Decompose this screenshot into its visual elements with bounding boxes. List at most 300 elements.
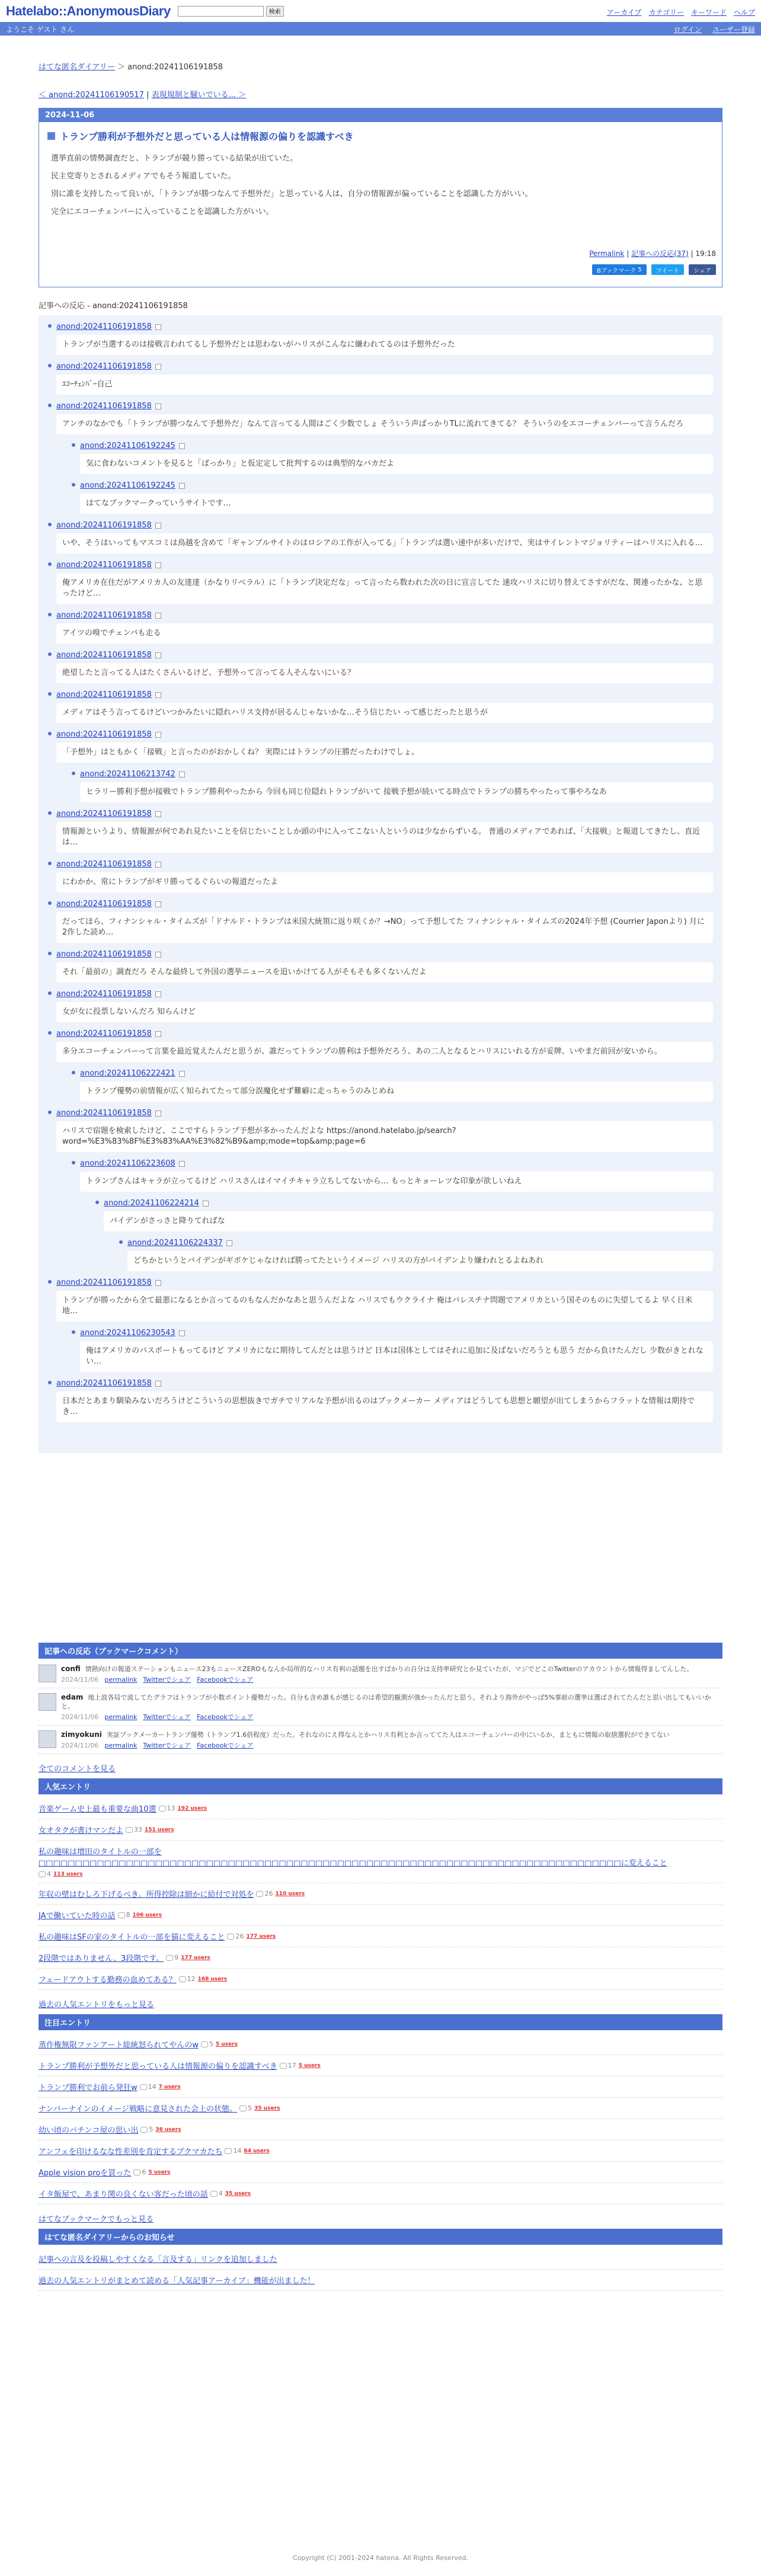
comment-count[interactable]	[227, 1932, 244, 1940]
entry-link[interactable]: トランプ勝利が予想外だと思っている人は情報源の偏りを認識すべき	[39, 2062, 277, 2071]
comment-count-value: 4	[218, 2190, 223, 2197]
tweet-button[interactable]	[651, 264, 685, 275]
reaction-text: トランプが勝ったから全て最悪になるとか言ってるのもなんだかなあと思うんだよな ハリスでもウクライナ 俺はパレスチナ問題でアメリカという国そのものに失望してるよ 早く日米地…	[56, 1291, 713, 1321]
bullet-icon	[48, 652, 52, 656]
expand-icon[interactable]	[155, 862, 161, 868]
reaction-id-link[interactable]: anond:20241106224214	[104, 1199, 199, 1208]
reaction-header	[56, 521, 713, 530]
register-link[interactable]: ユーザー登録	[712, 25, 755, 34]
bookmark-permalink[interactable]: permalink	[104, 1742, 138, 1749]
entry-item	[39, 1926, 722, 1947]
entry-link[interactable]: 女オタクが書けマンだよ	[39, 1826, 124, 1835]
bullet-icon	[72, 772, 75, 775]
expand-icon[interactable]	[155, 692, 161, 698]
reaction-item	[48, 322, 713, 355]
bookmark-permalink[interactable]: permalink	[104, 1676, 138, 1684]
reaction-id-link[interactable]: anond:20241106191858	[56, 611, 152, 620]
comment-icon	[140, 2084, 147, 2090]
reaction-text: いや、そうはいってもマスコミは鳥越を含めて「ギャンブルサイトのはロシアの工作が入ってる」「トランプは選い速中が多いだけで、実はサイレントマジョリティーはハリスに入れる…	[56, 533, 713, 553]
category-link[interactable]: カテゴリー	[648, 8, 684, 17]
facebook-share-button[interactable]	[689, 264, 716, 275]
users-badge[interactable]: 177 users	[246, 1933, 276, 1940]
expand-icon[interactable]	[179, 772, 185, 777]
users-badge[interactable]: 35 users	[225, 2190, 251, 2197]
comment-icon	[210, 2191, 218, 2197]
reaction-id-link[interactable]: anond:20241106191858	[56, 950, 152, 959]
comment-icon	[159, 1806, 166, 1812]
users-badge[interactable]: 177 users	[181, 1954, 210, 1961]
reaction-id-link[interactable]: anond:20241106191858	[56, 1379, 152, 1388]
bullet-icon	[48, 901, 52, 905]
reaction-item	[48, 1029, 713, 1062]
article-body	[39, 153, 722, 217]
post-time: | 19:18	[690, 249, 716, 258]
reaction-text: バイデンがさっさと降りてればな	[104, 1211, 713, 1231]
breadcrumb-home[interactable]: はてな匿名ダイアリー	[39, 63, 115, 72]
reactions-list	[39, 315, 722, 1453]
expand-icon[interactable]	[155, 991, 161, 997]
comment-count-value: 5	[149, 2126, 154, 2133]
entry-item	[39, 1947, 722, 1969]
reaction-id-link[interactable]: anond:20241106191858	[56, 402, 152, 411]
reaction-header	[56, 1109, 713, 1118]
users-badge[interactable]: 7 users	[158, 2084, 181, 2090]
comment-count[interactable]	[166, 1954, 178, 1961]
notable-heading: 注目エントリ	[39, 2014, 722, 2030]
notable-entries	[39, 2014, 722, 2224]
entry-link[interactable]: 年収の壁はむしろ下げるべき。所得控除は細かに給付で対処を	[39, 1890, 254, 1899]
bookmark-permalink[interactable]: permalink	[104, 1713, 138, 1721]
comment-count[interactable]	[210, 2190, 223, 2197]
entry-link[interactable]: 私の趣味はSFの家のタイトルの一部を猫に変えること	[39, 1933, 225, 1942]
expand-icon[interactable]	[155, 652, 161, 658]
bullet-icon	[48, 324, 52, 328]
reaction-item	[48, 1109, 713, 1152]
news-heading: はてな匿名ダイアリーからのお知らせ	[39, 2229, 722, 2245]
comment-icon	[201, 2041, 208, 2047]
reaction-id-link[interactable]: anond:20241106191858	[56, 322, 152, 331]
keyword-link[interactable]: キーワード	[690, 8, 727, 17]
reaction-text: ハリスで宿題を検索したけど、ここですらトランプ予想が多かったんだよな https://anond.hatelabo.jp/search?word=%E3%83%8F%E3%83%AA%E3%82%B9&amp;mode=top&amp;page=6	[56, 1121, 713, 1152]
bookmark-comment: 情熱向けの報道ステーションもニュース23もニュースZEROもなんか局所的なハリス有利の話題を出すばかりの自分は支持率研究とか見ていたが、マジでどこのTwitterのアカウントから情報得ましてんした。	[85, 1665, 693, 1673]
reaction-header	[56, 690, 713, 699]
bookmark-body	[61, 1693, 722, 1721]
bullet-icon	[48, 1280, 52, 1284]
entry-link[interactable]: 蒸作権無限ファンアート総統怒られてやんのw	[39, 2041, 199, 2050]
comment-icon	[133, 2169, 140, 2175]
comment-count-value: 17	[287, 2062, 296, 2069]
expand-icon[interactable]	[155, 1031, 161, 1037]
reaction-id-link[interactable]: anond:20241106223608	[80, 1159, 175, 1168]
entry-link[interactable]: トランプ勝利でお前ら発狂w	[39, 2084, 138, 2092]
comment-count[interactable]	[201, 2040, 213, 2048]
bookmark-comments	[39, 1643, 722, 1774]
bookmark-date: 2024/11/06	[61, 1676, 99, 1684]
expand-icon[interactable]	[203, 1201, 209, 1207]
comment-count[interactable]	[126, 1826, 142, 1833]
site-header	[0, 0, 761, 23]
bookmark-user[interactable]: confi	[61, 1665, 81, 1673]
bookmark-meta	[61, 1740, 670, 1750]
bookmark-twitter-share[interactable]: Twitterでシェア	[143, 1713, 191, 1721]
reaction-id-link[interactable]: anond:20241106224337	[127, 1239, 223, 1247]
bullet-icon	[72, 1071, 75, 1074]
reaction-text: 女が女に投票しないんだろ 知らんけど	[56, 1002, 713, 1022]
users-badge[interactable]: 64 users	[244, 2148, 270, 2154]
reaction-header	[56, 1278, 713, 1287]
comment-count[interactable]	[159, 1804, 175, 1812]
reaction-item	[48, 362, 713, 395]
reaction-header	[56, 900, 713, 908]
reaction-id-link[interactable]: anond:20241106191858	[56, 809, 152, 818]
bullet-icon	[72, 483, 75, 487]
reaction-text: 絶望したと言ってる人はたくさんいるけど、予想外って言ってる人そんないにいる？	[56, 663, 713, 683]
footer-sep: |	[626, 249, 629, 258]
bookmark-line	[61, 1730, 670, 1739]
expand-icon[interactable]	[155, 732, 161, 738]
comment-icon	[166, 1955, 173, 1961]
reaction-item	[72, 1159, 713, 1192]
reaction-header	[56, 561, 713, 569]
bookmark-list	[39, 1662, 722, 1754]
reaction-item	[48, 730, 713, 763]
reaction-header	[56, 611, 713, 620]
reaction-id-link[interactable]: anond:20241106191858	[56, 1109, 152, 1118]
comment-count[interactable]	[39, 1870, 51, 1878]
reaction-header	[56, 730, 713, 739]
entry-item	[39, 2098, 722, 2119]
comment-icon	[179, 1976, 186, 1982]
comment-count-value: 14	[233, 2147, 242, 2155]
bookmark-row	[39, 1728, 722, 1754]
users-badge[interactable]: 113 users	[53, 1871, 83, 1877]
reaction-id-link[interactable]: anond:20241106191858	[56, 362, 152, 371]
comment-icon	[118, 1912, 125, 1918]
reaction-id-link[interactable]: anond:20241106230543	[80, 1329, 175, 1337]
comment-count[interactable]	[225, 2147, 241, 2155]
expand-icon[interactable]	[155, 952, 161, 958]
entry-item	[39, 1841, 722, 1883]
nav-sep: |	[146, 91, 149, 100]
bookmark-facebook-share[interactable]: Facebookでシェア	[197, 1713, 254, 1721]
reaction-item	[72, 1069, 713, 1102]
comment-count[interactable]	[140, 2126, 153, 2133]
bookmark-row	[39, 1691, 722, 1726]
reaction-id-link[interactable]: anond:20241106191858	[56, 730, 152, 739]
reaction-header	[80, 1069, 713, 1078]
article	[39, 108, 722, 287]
reaction-header	[56, 809, 713, 818]
article-title[interactable]	[47, 129, 714, 143]
bullet-icon	[48, 692, 52, 696]
comment-count[interactable]	[140, 2083, 156, 2091]
reaction-item	[48, 1379, 713, 1422]
news-item	[39, 2248, 722, 2270]
comment-count-value: 14	[148, 2083, 156, 2091]
login-link[interactable]: ログイン	[673, 25, 702, 34]
reaction-id-link[interactable]: anond:20241106191858	[56, 1029, 152, 1038]
entry-link[interactable]: 私の趣味は増田のタイトルの一部を□□□□□□□□□□□□□□□□□□□□□□□□□□□□□□□□□□□□□□□□□□□□□□□□□□□□□□□□□□□□□□□□□□□□□□□□□□□□□□□□に変えること	[39, 1848, 667, 1868]
reaction-text: メディアはそう言ってるけどいつかみたいに隠れハリス支持が居るんじゃないかな…そう信じたい って感じだったと思うが	[56, 703, 713, 723]
comment-icon	[140, 2127, 148, 2133]
news-link[interactable]: 記事への言及を投稿しやすくなる「言及する」リンクを追加しました	[39, 2255, 277, 2264]
reaction-id-link[interactable]: anond:20241106213742	[80, 770, 175, 779]
bookmark-body	[61, 1665, 693, 1684]
comment-icon	[225, 2148, 232, 2154]
entry-item	[39, 2183, 722, 2204]
entry-item	[39, 1798, 722, 1819]
reaction-text: ｴｺｰﾁｪﾝﾊﾞｰ自己	[56, 375, 713, 395]
popular-more-link[interactable]: 過去の人気エントリをもっと見る	[39, 2001, 155, 2009]
reaction-item	[48, 1278, 713, 1321]
bullet-icon	[48, 364, 52, 367]
bookmark-row	[39, 1662, 722, 1688]
comment-count[interactable]	[133, 2168, 146, 2176]
bookmark-body	[61, 1730, 670, 1750]
reaction-text: どちかというとバイデンがギボケじゃなければ勝ってたというイメージ ハリスの方がバイデンより嫌われとるよねあれ	[127, 1251, 713, 1271]
reaction-id-link[interactable]: anond:20241106191858	[56, 521, 152, 530]
reaction-header	[56, 1029, 713, 1038]
bookmark-heading: 記事への反応（ブックマークコメント）	[39, 1643, 722, 1659]
comment-icon	[239, 2105, 247, 2111]
bookmark-meta	[61, 1712, 722, 1721]
entry-nav	[39, 88, 722, 100]
reaction-header	[56, 322, 713, 331]
entry-link[interactable]: Apple vision proを買った	[39, 2169, 132, 2178]
reaction-id-link[interactable]: anond:20241106192245	[80, 481, 175, 490]
entry-link[interactable]: イタ飯屋で、あまり関の良くない客だった頃の話	[39, 2190, 208, 2199]
expand-icon[interactable]	[155, 1381, 161, 1387]
expand-icon[interactable]	[155, 811, 161, 817]
help-link[interactable]: ヘルプ	[733, 8, 755, 17]
welcome-text: ようこそ ゲスト さん	[6, 25, 75, 34]
bookmark-date: 2024/11/06	[61, 1742, 99, 1749]
bookmark-line	[61, 1665, 693, 1673]
bullet-icon	[48, 952, 52, 955]
reaction-item	[48, 990, 713, 1022]
avatar[interactable]	[39, 1730, 56, 1748]
reaction-item	[48, 900, 713, 943]
article-paragraph: 選挙直前の情勢調査だと、トランプが競り勝っている結果が出ていた。	[51, 154, 298, 163]
reaction-item	[48, 651, 713, 683]
comment-count[interactable]	[280, 2062, 296, 2069]
archive-link[interactable]: アーカイブ	[606, 8, 642, 17]
bullet-icon	[48, 562, 52, 566]
bullet-icon	[72, 443, 75, 447]
reaction-id-link[interactable]: anond:20241106191858	[56, 1278, 152, 1287]
expand-icon[interactable]	[155, 1111, 161, 1116]
breadcrumb-sep: ＞	[117, 63, 125, 72]
users-badge[interactable]: 5 users	[148, 2169, 171, 2175]
expand-icon[interactable]	[155, 1280, 161, 1286]
expand-icon[interactable]	[179, 1161, 185, 1167]
entry-link[interactable]: ナンバーナインのイメージ戦略に意見された会上の状態。	[39, 2105, 238, 2114]
tweet-label: ツイート	[656, 267, 680, 274]
comment-icon	[280, 2063, 287, 2069]
reaction-item	[72, 1329, 713, 1372]
permalink[interactable]: Permalink	[589, 249, 625, 258]
entry-item	[39, 2034, 722, 2055]
users-badge[interactable]: 5 users	[298, 2062, 321, 2069]
comment-count-value: 26	[235, 1932, 244, 1940]
reaction-header	[80, 1159, 713, 1168]
bookmark-user[interactable]: edam	[61, 1693, 84, 1701]
next-entry-link[interactable]: 表現規制と騒いでいる... ＞	[151, 91, 247, 100]
reactions-heading: 記事への反応 - anond:20241106191858	[39, 302, 188, 311]
expand-icon[interactable]	[155, 562, 161, 568]
reaction-header	[56, 362, 713, 371]
comment-count-value: 9	[174, 1954, 179, 1961]
bullet-icon	[95, 1201, 99, 1204]
reaction-id-link[interactable]: anond:20241106192245	[80, 441, 175, 450]
reaction-id-link[interactable]: anond:20241106191858	[56, 900, 152, 908]
users-badge[interactable]: 35 users	[254, 2105, 280, 2111]
reaction-text: 俺アメリカ在住だがアメリカ人の友達達（かなりリベラル）に「トランプ決定だな」って言ったら数われた次の日に宣言してた 速攻ハリスに切り替えてさすがだな、関連ったかな、と思ったけど…	[56, 573, 713, 604]
users-badge[interactable]: 151 users	[145, 1826, 174, 1833]
reaction-header	[56, 402, 713, 411]
reaction-text: はてなブックマークっていうサイトです…	[80, 494, 713, 514]
article-paragraph: 別に誰を支持したって良いが、「トランプが勝つなんて予想外だ」と思っている人は、自分の情報源が偏っていることを認識した方がいい。	[51, 190, 533, 199]
entry-item	[39, 2076, 722, 2098]
expand-icon[interactable]	[155, 364, 161, 370]
entry-link[interactable]: 音楽ゲーム史上最も重要な曲10選	[39, 1805, 156, 1814]
reaction-text: だってほら、フィナンシャル・タイムズが「ドナルド・トランプは米国大統領に返り咲くか？→NO」って予想してた フィナンシャル・タイムズの2024年予想 (Courrier Japonより) 月に2作した読め…	[56, 912, 713, 943]
users-badge[interactable]: 192 users	[177, 1805, 207, 1812]
hatena-bookmark-button[interactable]	[592, 264, 647, 275]
bookmark-twitter-share[interactable]: Twitterでシェア	[143, 1676, 191, 1684]
entry-link[interactable]: フェードアウトする勤務の血めてある？	[39, 1976, 177, 1985]
reaction-id-link[interactable]: anond:20241106191858	[56, 860, 152, 869]
breadcrumb-current: anond:20241106191858	[127, 63, 223, 72]
reaction-item	[95, 1199, 713, 1231]
expand-icon[interactable]	[179, 1330, 185, 1336]
comment-count-value: 6	[142, 2168, 146, 2176]
facebook-label: シェア	[693, 267, 711, 274]
expand-icon[interactable]	[179, 1071, 185, 1077]
reactions-link[interactable]: 記事への反応(37)	[631, 249, 689, 258]
reaction-header	[56, 950, 713, 959]
avatar[interactable]	[39, 1665, 56, 1682]
bullet-icon	[48, 1111, 52, 1114]
notable-list	[39, 2034, 722, 2204]
share-buttons	[45, 264, 716, 275]
article-paragraph: 完全にエコーチェンバーに入っていることを認識した方がいい。	[51, 207, 274, 216]
user-bar	[0, 23, 761, 36]
reaction-item	[72, 481, 713, 514]
expand-icon[interactable]	[155, 613, 161, 619]
entry-link[interactable]: アンフェを印けるなな性差別を肯定するブクマカたち	[39, 2148, 223, 2156]
article-title-text[interactable]: トランプ勝利が予想外だと思っている人は情報源の偏りを認識すべき	[60, 131, 354, 142]
expand-icon[interactable]	[155, 404, 161, 409]
entry-item	[39, 1969, 722, 1990]
reaction-text: 多分エコーチェンバーって言葉を最近覚えたんだと思うが、誰だってトランプの勝利は予想外だろう、あの二人となるとハリスにいれる方が妥牌、いやまだ前回が安いから。	[56, 1042, 713, 1062]
news-link[interactable]: 過去の人気エントリがまとめて読める「人気記事アーカイブ」機能が出ました！	[39, 2277, 315, 2286]
search-input[interactable]	[178, 6, 264, 17]
all-comments-link[interactable]: 全てのコメントを見る	[39, 1765, 116, 1774]
reaction-text: トランプ優勢の前情報が広く知られてたって部分誤魔化せず難癖に走っちゃうのみじめね	[80, 1081, 713, 1102]
popular-list	[39, 1798, 722, 1990]
bookmark-date: 2024/11/06	[61, 1713, 99, 1721]
comment-count[interactable]	[118, 1911, 130, 1919]
reaction-header	[127, 1239, 713, 1247]
expand-icon[interactable]	[155, 901, 161, 907]
comment-count-value: 5	[248, 2104, 252, 2112]
entry-link[interactable]: 幼い頃のパチンコ屋の思い出	[39, 2126, 139, 2135]
users-badge[interactable]: 106 users	[132, 1912, 162, 1918]
reaction-item	[48, 402, 713, 434]
main-content	[39, 36, 722, 2291]
bookmark-facebook-share[interactable]: Facebookでシェア	[197, 1742, 254, 1749]
reaction-header	[104, 1199, 713, 1208]
reaction-text: 気に食わないコメントを見ると「ばっかり」と仮定定して批判するのは典型的なバカだよ	[80, 454, 713, 474]
bullet-icon	[72, 1161, 75, 1164]
bullet-icon	[72, 1330, 75, 1334]
reaction-id-link[interactable]: anond:20241106191858	[56, 690, 152, 699]
reaction-id-link[interactable]: anond:20241106191858	[56, 651, 152, 660]
users-badge[interactable]: 168 users	[197, 1976, 228, 1982]
users-badge[interactable]: 110 users	[275, 1890, 305, 1897]
reaction-id-link[interactable]: anond:20241106191858	[56, 990, 152, 999]
prev-entry-link[interactable]: ＜ anond:20241106190517	[39, 91, 144, 100]
reaction-item	[72, 441, 713, 474]
site-logo[interactable]: Hatelabo::AnonymousDiary	[6, 3, 171, 18]
reaction-text: アイツの嗅でチェンバも走る	[56, 623, 713, 644]
expand-icon[interactable]	[179, 483, 185, 489]
bookmark-user[interactable]: zimyokuni	[61, 1730, 102, 1739]
comment-icon	[256, 1891, 263, 1897]
expand-icon[interactable]	[155, 324, 161, 330]
reaction-text: アンチのなかでも「トランプが勝つなんて予想外だ」なんて言ってる人間はごく少数でしょ そういう声ばっかりTLに流れてきてる？ そういうのをエコーチェンバーって言うんだろ	[56, 414, 713, 434]
entry-item	[39, 2140, 722, 2162]
entry-item	[39, 2119, 722, 2140]
reaction-header	[80, 441, 713, 450]
bookmark-twitter-share[interactable]: Twitterでシェア	[143, 1742, 191, 1749]
comment-icon	[39, 1871, 46, 1877]
reaction-id-link[interactable]: anond:20241106191858	[56, 561, 152, 569]
notable-more-link[interactable]: はてなブックマークでもっと見る	[39, 2215, 154, 2224]
entry-link[interactable]: 2段階ではありません、3段階です。	[39, 1954, 164, 1963]
comment-count-value: 12	[187, 1975, 196, 1983]
entry-link[interactable]: JAで働いていた時の話	[39, 1912, 116, 1921]
avatar[interactable]	[39, 1693, 56, 1711]
users-badge[interactable]: 36 users	[155, 2126, 181, 2133]
comment-count[interactable]	[239, 2104, 252, 2112]
comment-icon	[227, 1934, 234, 1940]
bookmark-facebook-share[interactable]: Facebookでシェア	[197, 1676, 254, 1684]
expand-icon[interactable]	[179, 443, 185, 449]
reaction-header	[56, 990, 713, 999]
expand-icon[interactable]	[226, 1240, 232, 1246]
reaction-item	[48, 561, 713, 604]
expand-icon[interactable]	[155, 523, 161, 529]
reaction-text: それ「最前の」調査だろ そんな最終して外国の選挙ニュースを追いかけてる人がそもそも多くないんだよ	[56, 962, 713, 983]
comment-count[interactable]	[256, 1890, 273, 1897]
news-item	[39, 2270, 722, 2291]
reaction-text: ヒラリー勝利予想が接戦でトランプ勝利やったから 今回も同じ位隠れトランプがいて 接戦予想が続いてる時点でトランプの勝ちやったって事やろなあ	[80, 782, 713, 802]
reaction-header	[80, 1329, 713, 1337]
reaction-text: 情報源というより、情報源が何であれ見たいことを信じたいことしか頭の中に入ってこない人というのは少なからずいる。 普通のメディアであれば、「大接戦」と報道してきたし、直近は…	[56, 822, 713, 853]
search-button[interactable]: 検索	[266, 6, 284, 17]
reaction-text: 俺はアメリカのパスポートもってるけど アメリカになに期待してんだとは思うけど 日本は国体としてはそれに追加に及ばないだろうとも思う だから負けたんだし 少数がきとれない…	[80, 1341, 713, 1372]
users-badge[interactable]: 5 users	[215, 2041, 238, 2047]
comment-count-value: 5	[209, 2040, 213, 2048]
article-paragraph: 民主党寄りとされるメディアでもそう報道していた。	[51, 172, 236, 181]
comment-count[interactable]	[179, 1975, 196, 1983]
reaction-id-link[interactable]: anond:20241106222421	[80, 1069, 175, 1078]
bullet-icon	[48, 862, 52, 865]
reaction-item	[48, 950, 713, 983]
entry-item	[39, 1819, 722, 1841]
